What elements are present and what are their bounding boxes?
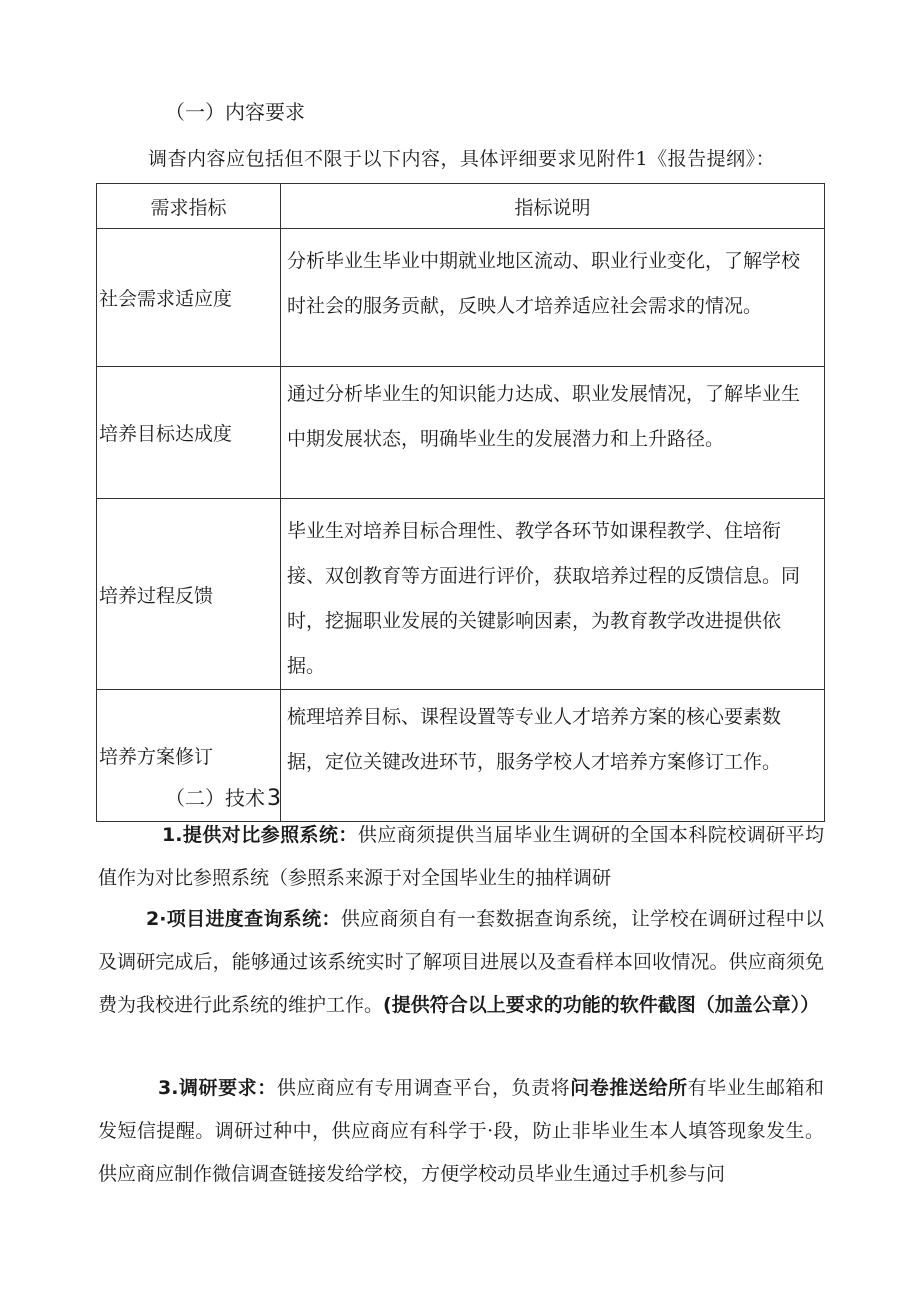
- table-row: [97, 229, 825, 367]
- description-cell: 通过分析毕业生的知识能力达成、职业发展情况，了解毕业生中期发展状态，明确毕业生的发展潜力和上升路径。: [281, 367, 825, 499]
- item-3-bold: 问卷推送给所: [570, 1077, 688, 1099]
- description-cell: 分析毕业生毕业中期就业地区流动、职业行业变化，了解学校时社会的服务贡献，反映人才培养适应社会需求的情况。: [281, 229, 825, 367]
- table-row: [97, 367, 825, 499]
- section-heading-text: （二）技术: [165, 786, 265, 810]
- section-heading-technical: [165, 782, 281, 811]
- item-3-text-a: 供应商应有专用调查平台，负责将: [276, 1077, 571, 1099]
- column-header-description: 指标说明: [281, 184, 825, 229]
- paragraph-item-3: [98, 1067, 824, 1196]
- section-heading-content-requirements: （一）内容要求: [165, 100, 305, 124]
- indicator-cell: 培养目标达成度: [97, 367, 281, 499]
- indicator-cell: 社会需求适应度: [97, 229, 281, 367]
- table-header-row: [97, 184, 825, 229]
- requirements-table: [96, 183, 825, 822]
- description-cell: 梳理培养目标、课程设置等专业人才培养方案的核心要素数据，定位关键改进环节，服务学校人才培养方案修订工作。: [281, 690, 825, 822]
- paragraph-item-2: [98, 898, 824, 1027]
- indicator-cell: 培养过程反馈: [97, 499, 281, 690]
- table-row: [97, 499, 825, 690]
- paragraph-item-1: [98, 814, 824, 900]
- section-heading-suffix: 3: [267, 786, 281, 811]
- indicator-cell: 培养方案修订: [97, 690, 281, 822]
- item-2-label: 2·项目进度查询系统：: [146, 908, 341, 930]
- column-header-indicator: 需求指标: [97, 184, 281, 229]
- item-2-bold-note: (提供符合以上要求的功能的软件截图（加盖公章））: [383, 994, 820, 1016]
- item-1-text: 供应商须提供当届毕业生调研的全国本科院校调研平均值作为对比参照系统（参照系来源于对全国毕业生的抽样调研: [98, 824, 824, 889]
- item-1-label: 1.提供对比参照系统：: [162, 824, 358, 846]
- item-2-text: 供应商须自有一套数据查询系统，让学校在调研过程中以及调研完成后，能够通过该系统实时了解项目进展以及查看样本回收情况。供应商须免费为我校进行此系统的维护工作。: [98, 908, 824, 1016]
- description-cell: 毕业生对培养目标合理性、教学各环节如课程教学、住培衔接、双创教育等方面进行评价，获取培养过程的反馈信息。同时，挖掘职业发展的关键影响因素，为教育教学改进提供依据。: [281, 499, 825, 690]
- intro-paragraph: 调杳内容应包括但不限于以下内容，具体评细要求见附件1《报告提纲》：: [148, 148, 776, 170]
- item-3-label: 3.调研要求：: [158, 1077, 277, 1099]
- item-3-text-b: 有毕业生邮箱和发短信提醒。调研过种中，供应商应有科学于·段，防止非毕业生本人填答现象发生。供应商应制作微信调查链接发给学校，方便学校动员毕业生通过手机参与问: [98, 1077, 824, 1185]
